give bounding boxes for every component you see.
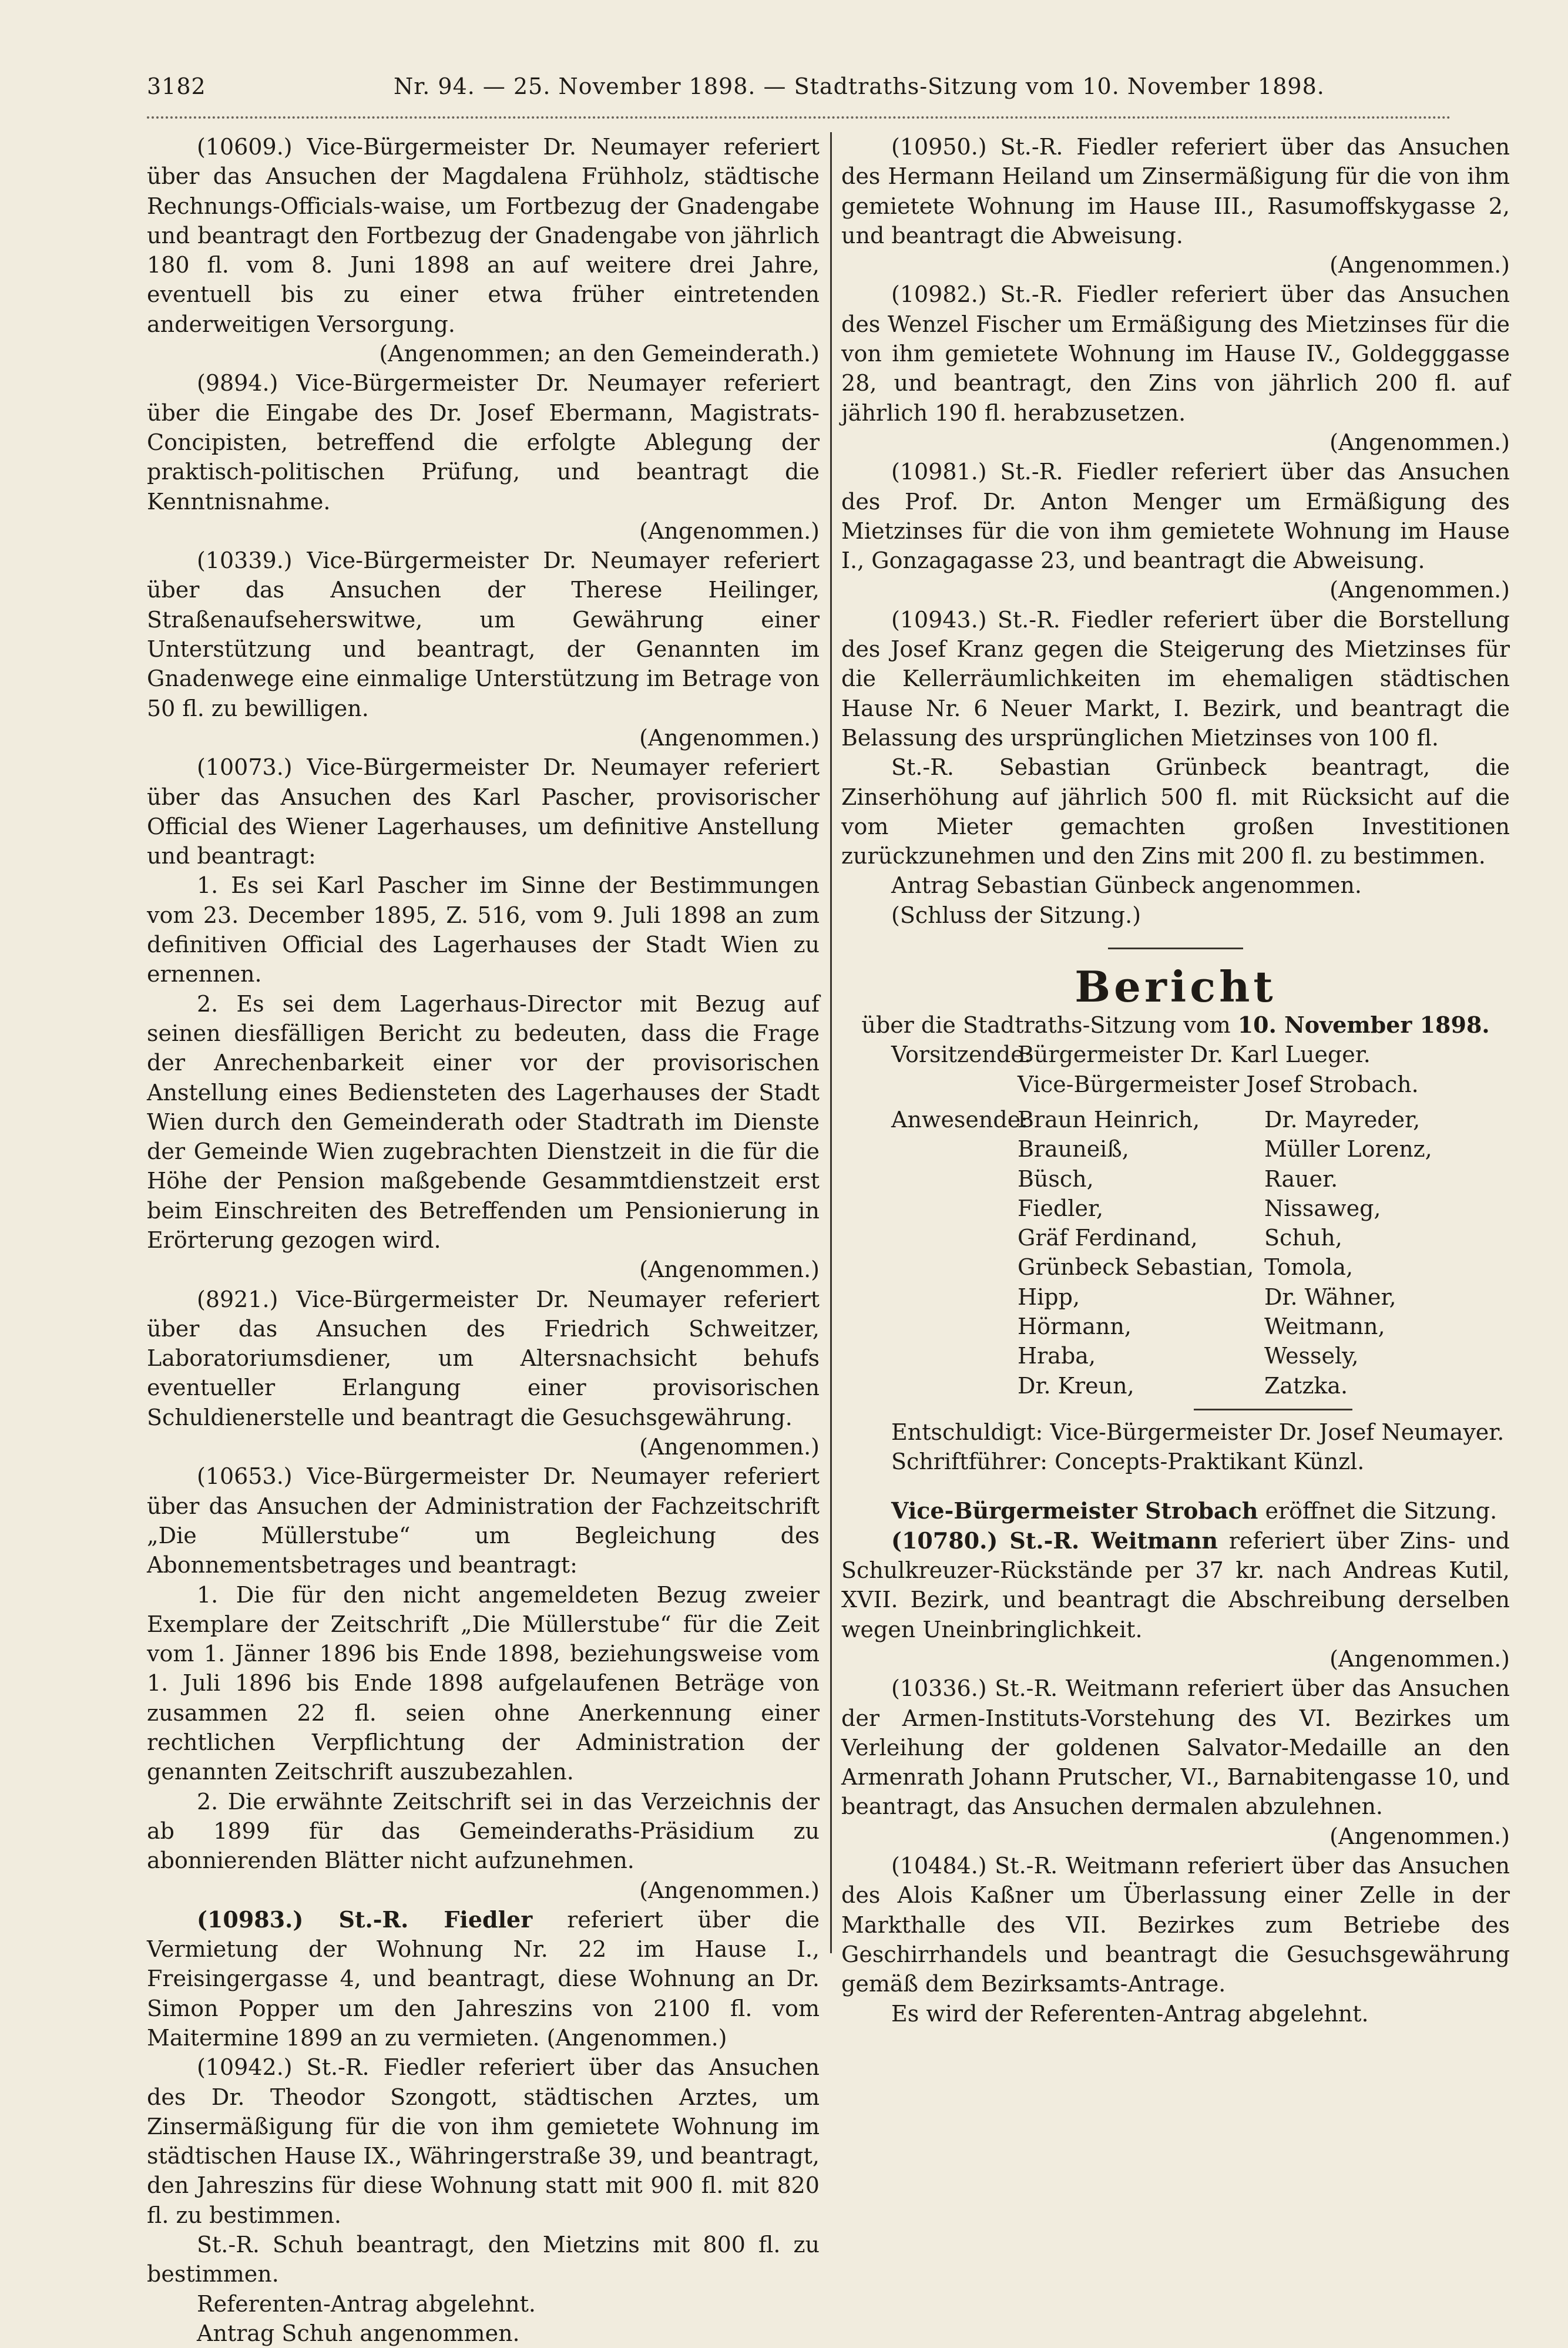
chair-label: Vorsitzende: — [891, 1042, 1032, 1068]
present-name: Gräf Ferdinand, — [1018, 1225, 1198, 1251]
present-name: Hraba, — [1018, 1343, 1096, 1369]
section-rule — [1108, 948, 1243, 949]
present-name: Nissaweg, — [1264, 1195, 1381, 1221]
column-divider — [830, 132, 832, 1953]
item-10780-note: (Angenommen.) — [1329, 1645, 1510, 1672]
right-column — [841, 132, 1510, 2028]
present-name: Brauneiß, — [1018, 1136, 1129, 1163]
session-closed: (Schluss der Sitzung.) — [891, 902, 1141, 928]
present-name: Dr. Mayreder, — [1264, 1106, 1421, 1133]
names-rule — [1194, 1409, 1352, 1410]
item-10653-point-2: 2. Die erwähnte Zeitschrift sei in das Verzeichnis der ab 1899 für das Gemeinderaths-Präsidium zu abonnierenden Blätter nicht aufzunehmen. (Angenommen.) — [147, 1787, 820, 1905]
item-10609: (10609.) Vice-Bürgermeister Dr. Neumayer referiert über das Ansuchen der Magdalena Frühholz, städtische Rechnungs-Officials-waise, um Fortbezug der Gnadengabe und beantragt den Fortbezug der Gnadengabe von jährlich 180 fl. vom 8. Juni 1898 an auf weitere drei Jahre, eventuell bis zu einer etwa früher eintretenden anderweitigen Versorgung. (Angenommen; an den Gemeinderath.) — [147, 132, 820, 368]
session-opened-lead: Vice-Bürgermeister Strobach — [891, 1497, 1258, 1524]
header-rule — [147, 116, 1451, 119]
excused-line: Entschuldigt: Vice-Bürgermeister Dr. Josef Neumayer. — [891, 1419, 1505, 1445]
running-head: Nr. 94. — 25. November 1898. — Stadtraths-Sitzung vom 10. November 1898. — [394, 73, 1325, 99]
secretary-line: Schriftführer: Concepts-Praktikant Künzl. — [891, 1449, 1365, 1475]
item-10339-note: (Angenommen.) — [639, 724, 820, 751]
item-10073-note: (Angenommen.) — [639, 1257, 820, 1283]
item-10981: (10981.) St.-R. Fiedler referiert über das Ansuchen des Prof. Dr. Anton Menger um Ermäßigung des Mietzinses für die von ihm gemietete Wohnung im Hause I., Gonzagagasse 23, und beantragt die Abweisung. (Angenommen.) — [841, 457, 1510, 604]
chair-1: Bürgermeister Dr. Karl Lueger. — [1018, 1042, 1371, 1068]
item-10484: (10484.) St.-R. Weitmann referiert über das Ansuchen des Alois Kaßner um Überlassung einer Zelle in der Markthalle des VII. Bezirkes zum Betriebe des Geschirrhandels und beantragt die Gesuchsgewährung gemäß dem Bezirksamts-Antrage. — [841, 1853, 1510, 1997]
present-name: Fiedler, — [1018, 1195, 1104, 1221]
present-name: Braun Heinrich, — [1018, 1106, 1200, 1133]
present-name: Hörmann, — [1018, 1313, 1131, 1339]
present-name: Tomola, — [1264, 1254, 1354, 1281]
item-10609-note: (Angenommen; an den Gemeinderath.) — [379, 341, 820, 367]
present-label: Anwesende: — [891, 1106, 1029, 1133]
report-title: Bericht — [1075, 962, 1277, 1012]
item-10983-note: (Angenommen.) — [546, 2025, 727, 2051]
item-10950-note: (Angenommen.) — [1329, 252, 1510, 278]
referent-motion-rejected: Referenten-Antrag abgelehnt. — [197, 2290, 536, 2317]
item-9894-note: (Angenommen.) — [639, 518, 820, 544]
item-10653-point-1: 1. Die für den nicht angemeldeten Bezug zweier Exemplare der Zeitschrift „Die Müllerstube“ für die Zeit vom 1. Jänner 1896 bis Ende 1898, beziehungsweise vom 1. Juli 1896 bis Ende 1898 aufgelaufenen Beträge von zusammen 22 fl. seien ohne Anerkennung einer rechtlichen Verpflichtung der Administration der genannten Zeitschrift auszubezahlen. — [147, 1581, 820, 1785]
chair-row-2 — [841, 1070, 1510, 1099]
item-9894: (9894.) Vice-Bürgermeister Dr. Neumayer referiert über die Eingabe des Dr. Josef Ebermann, Magistrats-Concipisten, betreffend die erfolgte Ablegung der praktisch-politischen Prüfung, und beantragt die Kenntnisnahme. (Angenommen.) — [147, 368, 820, 546]
gruenbeck-motion-accepted: Antrag Sebastian Günbeck angenommen. — [891, 872, 1362, 899]
present-name: Müller Lorenz, — [1264, 1136, 1432, 1163]
item-10780-lead: (10780.) St.-R. Weitmann — [891, 1527, 1218, 1554]
item-10943: (10943.) St.-R. Fiedler referiert über die Borstellung des Josef Kranz gegen die Steigerung des Mietzinses für die Kellerräumlichkeiten im ehemaligen städtischen Hause Nr. 6 Neuer Markt, I. Bezirk, und beantragt die Belassung des ursprünglichen Mietzinses von 100 fl. — [841, 606, 1510, 751]
item-10950: (10950.) St.-R. Fiedler referiert über das Ansuchen des Hermann Heiland um Zinsermäßigung für die von ihm gemietete Wohnung im Hause III., Rasumoffskygasse 2, und beantragt die Abweisung. (Angenommen.) — [841, 132, 1510, 280]
chair-row — [841, 1040, 1510, 1069]
session-opened: Vice-Bürgermeister Strobach eröffnet die Sitzung. — [891, 1497, 1498, 1524]
item-10982: (10982.) St.-R. Fiedler referiert über das Ansuchen des Wenzel Fischer um Ermäßigung des Mietzinses für die von ihm gemietete Wohnung im Hause IV., Goldegggasse 28, und beantragt, den Zins von jährlich 200 fl. auf jährlich 190 fl. herabzusetzen. (Angenommen.) — [841, 280, 1510, 457]
page-header — [147, 73, 1451, 109]
item-10336-note: (Angenommen.) — [1329, 1823, 1510, 1849]
motion-schuh: St.-R. Schuh beantragt, den Mietzins mit 800 fl. zu bestimmen. — [147, 2232, 820, 2287]
present-name: Dr. Wähner, — [1264, 1284, 1396, 1310]
item-8921: (8921.) Vice-Bürgermeister Dr. Neumayer referiert über das Ansuchen des Friedrich Schweitzer, Laboratoriumsdiener, um Altersnachsicht behufs eventueller Erlangung einer provisorischen Schuldienerstelle und beantragt die Gesuchsgewährung. (Angenommen.) — [147, 1285, 820, 1462]
item-10073-point-2: 2. Es sei dem Lagerhaus-Director mit Bezug auf seinen diesfälligen Bericht zu bedeuten, dass die Frage der Anrechenbarkeit einer vor der provisorischen Anstellung eines Bediensteten des Lagerhauses der Stadt Wien durch den Gemeinderath oder Stadtrath im Dienste der Gemeinde Wien zugebrachten Dienstzeit in die für die Höhe der Pension maßgebende Gesammtdienstzeit erst beim Einschreiten des Betreffenden um Pensionierung in Erörterung gezogen wird. (Angenommen.) — [147, 989, 820, 1285]
present-block — [841, 1105, 1510, 1400]
page-number: 3182 — [147, 73, 206, 99]
item-10073: (10073.) Vice-Bürgermeister Dr. Neumayer referiert über das Ansuchen des Karl Pascher, provisorischer Official des Wiener Lagerhauses, um definitive Anstellung und beantragt: — [147, 754, 820, 869]
present-name: Büsch, — [1018, 1165, 1094, 1192]
present-name: Grünbeck Sebastian, — [1018, 1254, 1254, 1281]
item-10982-note: (Angenommen.) — [1329, 429, 1510, 455]
item-10653-note: (Angenommen.) — [639, 1877, 820, 1903]
present-names — [1018, 1105, 1511, 1400]
schuh-motion-accepted: Antrag Schuh angenommen. — [197, 2320, 520, 2346]
report-subtitle: über die Stadtraths-Sitzung vom 10. November 1898. — [861, 1012, 1490, 1039]
item-10336: (10336.) St.-R. Weitmann referiert über das Ansuchen der Armen-Instituts-Vorstehung des VI. Bezirkes um Verleihung der goldenen Salvator-Medaille an den Armenrath Johann Prutscher, VI., Barnabitengasse 10, und beantragt, das Ansuchen dermalen abzulehnen. (Angenommen.) — [841, 1674, 1510, 1851]
chair-2: Vice-Bürgermeister Josef Strobach. — [1018, 1071, 1419, 1097]
report-date: 10. November 1898. — [1237, 1012, 1490, 1039]
present-name: Schuh, — [1264, 1225, 1342, 1251]
item-10339: (10339.) Vice-Bürgermeister Dr. Neumayer referiert über das Ansuchen der Therese Heilinger, Straßenaufseherswitwe, um Gewährung einer Unterstützung und beantragt, der Genannten im Gnadenwege eine einmalige Unterstützung im Betrage von 50 fl. zu bewilligen. (Angenommen.) — [147, 546, 820, 753]
left-column — [147, 132, 820, 2348]
referent-motion-rejected-2: Es wird der Referenten-Antrag abgelehnt. — [891, 2000, 1369, 2027]
present-name: Weitmann, — [1264, 1313, 1385, 1339]
item-10780: (10780.) St.-R. Weitmann referiert über Zins- und Schulkreuzer-Rückstände per 37 kr. nach Andreas Kutil, XVII. Bezirk, und beantragt die Abschreibung derselben wegen Uneinbringlichkeit. (Angenommen.) — [841, 1526, 1510, 1674]
item-10983-lead: (10983.) St.-R. Fiedler — [197, 1906, 533, 1933]
present-name: Rauer. — [1264, 1165, 1338, 1192]
item-10942: (10942.) St.-R. Fiedler referiert über das Ansuchen des Dr. Theodor Szongott, städtischen Arztes, um Zinsermäßigung für die von ihm gemietete Wohnung im städtischen Hause IX., Währingerstraße 39, und beantragt, den Jahreszins für diese Wohnung statt mit 900 fl. mit 820 fl. zu bestimmen. — [147, 2054, 820, 2228]
present-name: Hipp, — [1018, 1284, 1080, 1310]
item-10981-note: (Angenommen.) — [1329, 577, 1510, 603]
item-8921-note: (Angenommen.) — [639, 1434, 820, 1460]
present-name: Dr. Kreun, — [1018, 1372, 1134, 1399]
present-name: Wessely, — [1264, 1343, 1359, 1369]
motion-gruenbeck: St.-R. Sebastian Grünbeck beantragt, die Zinserhöhung auf jährlich 500 fl. mit Rücksicht auf die vom Mieter gemachten großen Investitionen zurückzunehmen und den Zins mit 200 fl. zu bestimmen. — [841, 754, 1510, 869]
item-10073-point-1: 1. Es sei Karl Pascher im Sinne der Bestimmungen vom 23. December 1895, Z. 516, vom 9. Juli 1898 an zum definitiven Official des Lagerhauses der Stadt Wien zu ernennen. — [147, 872, 820, 987]
present-name: Zatzka. — [1264, 1372, 1348, 1399]
item-10653: (10653.) Vice-Bürgermeister Dr. Neumayer referiert über das Ansuchen der Administration der Fachzeitschrift „Die Müllerstube“ um Begleichung des Abonnementsbetrages und beantragt: — [147, 1463, 820, 1578]
item-10983: (10983.) St.-R. Fiedler referiert über die Vermietung der Wohnung Nr. 22 im Hause I., Freisingergasse 4, und beantragt, diese Wohnung an Dr. Simon Popper um den Jahreszins von 2100 fl. vom Maitermine 1899 an zu vermieten. (Angenommen.) — [147, 1906, 820, 2051]
